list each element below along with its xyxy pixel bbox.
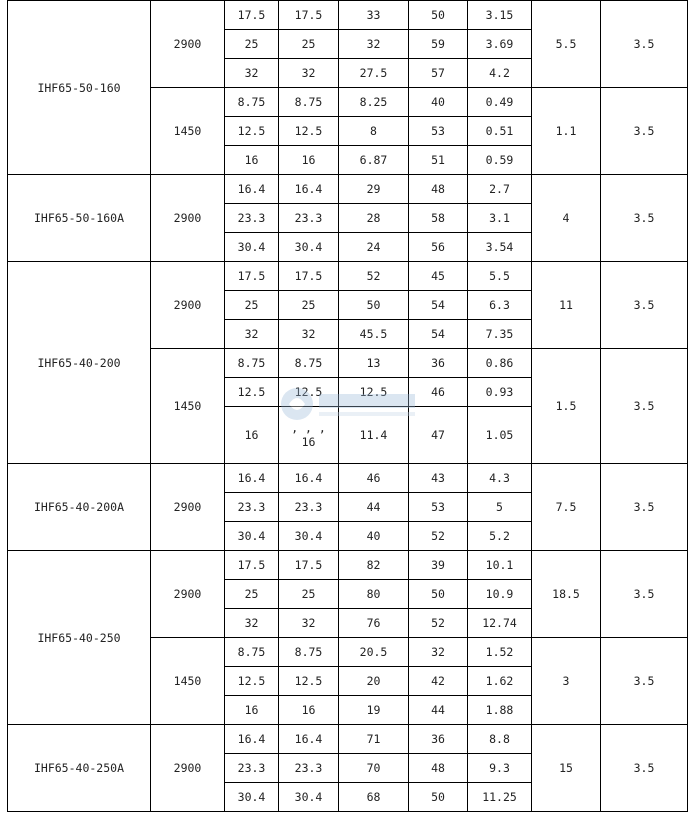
shaft-power-cell: 1.62 [468, 667, 532, 696]
efficiency-cell: 47 [409, 407, 468, 464]
flow-alt-cell: 32 [279, 320, 339, 349]
motor-power-cell: 3 [532, 638, 601, 725]
table-row [8, 1, 688, 30]
shaft-power-cell: 1.05 [468, 407, 532, 464]
shaft-power-cell: 3.54 [468, 233, 532, 262]
npsh-cell: 3.5 [601, 638, 688, 725]
shaft-power-cell: 10.1 [468, 551, 532, 580]
table-row [8, 464, 688, 493]
motor-power-cell: 11 [532, 262, 601, 349]
flow-alt-cell: 23.3 [279, 204, 339, 233]
shaft-power-cell: 3.1 [468, 204, 532, 233]
flow-m3h-cell: 25 [225, 30, 279, 59]
flow-m3h-cell: 17.5 [225, 262, 279, 291]
shaft-power-cell: 4.3 [468, 464, 532, 493]
flow-m3h-cell: 25 [225, 580, 279, 609]
flow-alt-cell: 16.4 [279, 464, 339, 493]
motor-power-cell: 7.5 [532, 464, 601, 551]
model-cell: IHF65-40-250A [8, 725, 151, 812]
flow-alt-cell: , , , 16 [279, 407, 339, 464]
head-cell: 76 [339, 609, 409, 638]
flow-alt-cell: 32 [279, 59, 339, 88]
shaft-power-cell: 5.5 [468, 262, 532, 291]
shaft-power-cell: 7.35 [468, 320, 532, 349]
efficiency-cell: 50 [409, 1, 468, 30]
flow-alt-cell: 17.5 [279, 551, 339, 580]
head-cell: 20.5 [339, 638, 409, 667]
flow-alt-cell: 25 [279, 291, 339, 320]
table-row [8, 725, 688, 754]
flow-alt-cell: 30.4 [279, 522, 339, 551]
flow-alt-cell: 23.3 [279, 493, 339, 522]
head-cell: 8.25 [339, 88, 409, 117]
efficiency-cell: 32 [409, 638, 468, 667]
efficiency-cell: 46 [409, 378, 468, 407]
shaft-power-cell: 4.2 [468, 59, 532, 88]
speed-cell: 1450 [151, 638, 225, 725]
speed-cell: 2900 [151, 262, 225, 349]
efficiency-cell: 52 [409, 522, 468, 551]
flow-alt-cell: 32 [279, 609, 339, 638]
flow-m3h-cell: 23.3 [225, 493, 279, 522]
shaft-power-cell: 1.52 [468, 638, 532, 667]
speed-cell: 2900 [151, 464, 225, 551]
head-cell: 71 [339, 725, 409, 754]
flow-alt-cell: 30.4 [279, 783, 339, 812]
flow-alt-cell: 25 [279, 30, 339, 59]
efficiency-cell: 59 [409, 30, 468, 59]
head-cell: 28 [339, 204, 409, 233]
head-cell: 8 [339, 117, 409, 146]
flow-m3h-cell: 16 [225, 146, 279, 175]
shaft-power-cell: 8.8 [468, 725, 532, 754]
head-cell: 12.5 [339, 378, 409, 407]
flow-alt-cell: 16 [279, 146, 339, 175]
efficiency-cell: 36 [409, 725, 468, 754]
model-cell: IHF65-40-200 [8, 262, 151, 464]
efficiency-cell: 48 [409, 175, 468, 204]
npsh-cell: 3.5 [601, 464, 688, 551]
flow-alt-cell: 12.5 [279, 117, 339, 146]
shaft-power-cell: 5.2 [468, 522, 532, 551]
efficiency-cell: 42 [409, 667, 468, 696]
pump-spec-table [7, 0, 688, 812]
motor-power-cell: 4 [532, 175, 601, 262]
speed-cell: 1450 [151, 88, 225, 175]
head-cell: 82 [339, 551, 409, 580]
npsh-cell: 3.5 [601, 1, 688, 88]
efficiency-cell: 52 [409, 609, 468, 638]
flow-alt-cell: 8.75 [279, 349, 339, 378]
efficiency-cell: 44 [409, 696, 468, 725]
head-cell: 24 [339, 233, 409, 262]
efficiency-cell: 36 [409, 349, 468, 378]
flow-m3h-cell: 12.5 [225, 378, 279, 407]
motor-power-cell: 1.5 [532, 349, 601, 464]
head-cell: 50 [339, 291, 409, 320]
head-cell: 29 [339, 175, 409, 204]
head-cell: 20 [339, 667, 409, 696]
flow-m3h-cell: 25 [225, 291, 279, 320]
shaft-power-cell: 0.51 [468, 117, 532, 146]
shaft-power-cell: 0.93 [468, 378, 532, 407]
flow-m3h-cell: 30.4 [225, 233, 279, 262]
flow-m3h-cell: 16 [225, 696, 279, 725]
flow-alt-cell: 16.4 [279, 725, 339, 754]
efficiency-cell: 54 [409, 320, 468, 349]
head-cell: 6.87 [339, 146, 409, 175]
model-cell: IHF65-50-160A [8, 175, 151, 262]
flow-alt-cell: 12.5 [279, 378, 339, 407]
head-cell: 45.5 [339, 320, 409, 349]
flow-m3h-cell: 23.3 [225, 754, 279, 783]
head-cell: 19 [339, 696, 409, 725]
shaft-power-cell: 11.25 [468, 783, 532, 812]
table-row [8, 551, 688, 580]
speed-cell: 2900 [151, 175, 225, 262]
head-cell: 52 [339, 262, 409, 291]
shaft-power-cell: 1.88 [468, 696, 532, 725]
efficiency-cell: 56 [409, 233, 468, 262]
efficiency-cell: 53 [409, 493, 468, 522]
shaft-power-cell: 5 [468, 493, 532, 522]
shaft-power-cell: 2.7 [468, 175, 532, 204]
head-cell: 33 [339, 1, 409, 30]
model-cell: IHF65-40-200A [8, 464, 151, 551]
npsh-cell: 3.5 [601, 725, 688, 812]
shaft-power-cell: 0.86 [468, 349, 532, 378]
motor-power-cell: 1.1 [532, 88, 601, 175]
model-cell: IHF65-50-160 [8, 1, 151, 175]
shaft-power-cell: 0.59 [468, 146, 532, 175]
flow-alt-cell: 17.5 [279, 262, 339, 291]
head-cell: 13 [339, 349, 409, 378]
head-cell: 44 [339, 493, 409, 522]
flow-m3h-cell: 16.4 [225, 725, 279, 754]
speed-cell: 2900 [151, 551, 225, 638]
npsh-cell: 3.5 [601, 88, 688, 175]
npsh-cell: 3.5 [601, 551, 688, 638]
efficiency-cell: 39 [409, 551, 468, 580]
motor-power-cell: 15 [532, 725, 601, 812]
efficiency-cell: 54 [409, 291, 468, 320]
flow-alt-cell: 8.75 [279, 638, 339, 667]
efficiency-cell: 48 [409, 754, 468, 783]
efficiency-cell: 53 [409, 117, 468, 146]
shaft-power-cell: 12.74 [468, 609, 532, 638]
head-cell: 40 [339, 522, 409, 551]
head-cell: 11.4 [339, 407, 409, 464]
efficiency-cell: 43 [409, 464, 468, 493]
flow-alt-cell: 12.5 [279, 667, 339, 696]
npsh-cell: 3.5 [601, 262, 688, 349]
efficiency-cell: 57 [409, 59, 468, 88]
efficiency-cell: 51 [409, 146, 468, 175]
shaft-power-cell: 6.3 [468, 291, 532, 320]
flow-m3h-cell: 17.5 [225, 1, 279, 30]
speed-cell: 2900 [151, 1, 225, 88]
efficiency-cell: 58 [409, 204, 468, 233]
efficiency-cell: 50 [409, 783, 468, 812]
table-row [8, 175, 688, 204]
flow-m3h-cell: 8.75 [225, 349, 279, 378]
flow-m3h-cell: 17.5 [225, 551, 279, 580]
motor-power-cell: 18.5 [532, 551, 601, 638]
efficiency-cell: 50 [409, 580, 468, 609]
head-cell: 68 [339, 783, 409, 812]
shaft-power-cell: 9.3 [468, 754, 532, 783]
flow-alt-cell: 30.4 [279, 233, 339, 262]
shaft-power-cell: 3.15 [468, 1, 532, 30]
head-cell: 70 [339, 754, 409, 783]
model-cell: IHF65-40-250 [8, 551, 151, 725]
flow-m3h-cell: 32 [225, 59, 279, 88]
flow-alt-cell: 16.4 [279, 175, 339, 204]
flow-alt-cell: 8.75 [279, 88, 339, 117]
head-cell: 27.5 [339, 59, 409, 88]
flow-alt-cell: 25 [279, 580, 339, 609]
npsh-cell: 3.5 [601, 175, 688, 262]
efficiency-cell: 45 [409, 262, 468, 291]
head-cell: 80 [339, 580, 409, 609]
head-cell: 32 [339, 30, 409, 59]
efficiency-cell: 40 [409, 88, 468, 117]
table-row [8, 262, 688, 291]
shaft-power-cell: 10.9 [468, 580, 532, 609]
flow-m3h-cell: 8.75 [225, 638, 279, 667]
motor-power-cell: 5.5 [532, 1, 601, 88]
flow-alt-cell: 23.3 [279, 754, 339, 783]
flow-m3h-cell: 23.3 [225, 204, 279, 233]
flow-m3h-cell: 32 [225, 609, 279, 638]
flow-m3h-cell: 16.4 [225, 175, 279, 204]
shaft-power-cell: 3.69 [468, 30, 532, 59]
shaft-power-cell: 0.49 [468, 88, 532, 117]
speed-cell: 1450 [151, 349, 225, 464]
flow-m3h-cell: 8.75 [225, 88, 279, 117]
flow-alt-cell: 16 [279, 696, 339, 725]
flow-m3h-cell: 30.4 [225, 522, 279, 551]
flow-m3h-cell: 32 [225, 320, 279, 349]
flow-m3h-cell: 16 [225, 407, 279, 464]
flow-m3h-cell: 30.4 [225, 783, 279, 812]
flow-m3h-cell: 16.4 [225, 464, 279, 493]
flow-m3h-cell: 12.5 [225, 117, 279, 146]
flow-m3h-cell: 12.5 [225, 667, 279, 696]
speed-cell: 2900 [151, 725, 225, 812]
npsh-cell: 3.5 [601, 349, 688, 464]
head-cell: 46 [339, 464, 409, 493]
flow-alt-cell: 17.5 [279, 1, 339, 30]
